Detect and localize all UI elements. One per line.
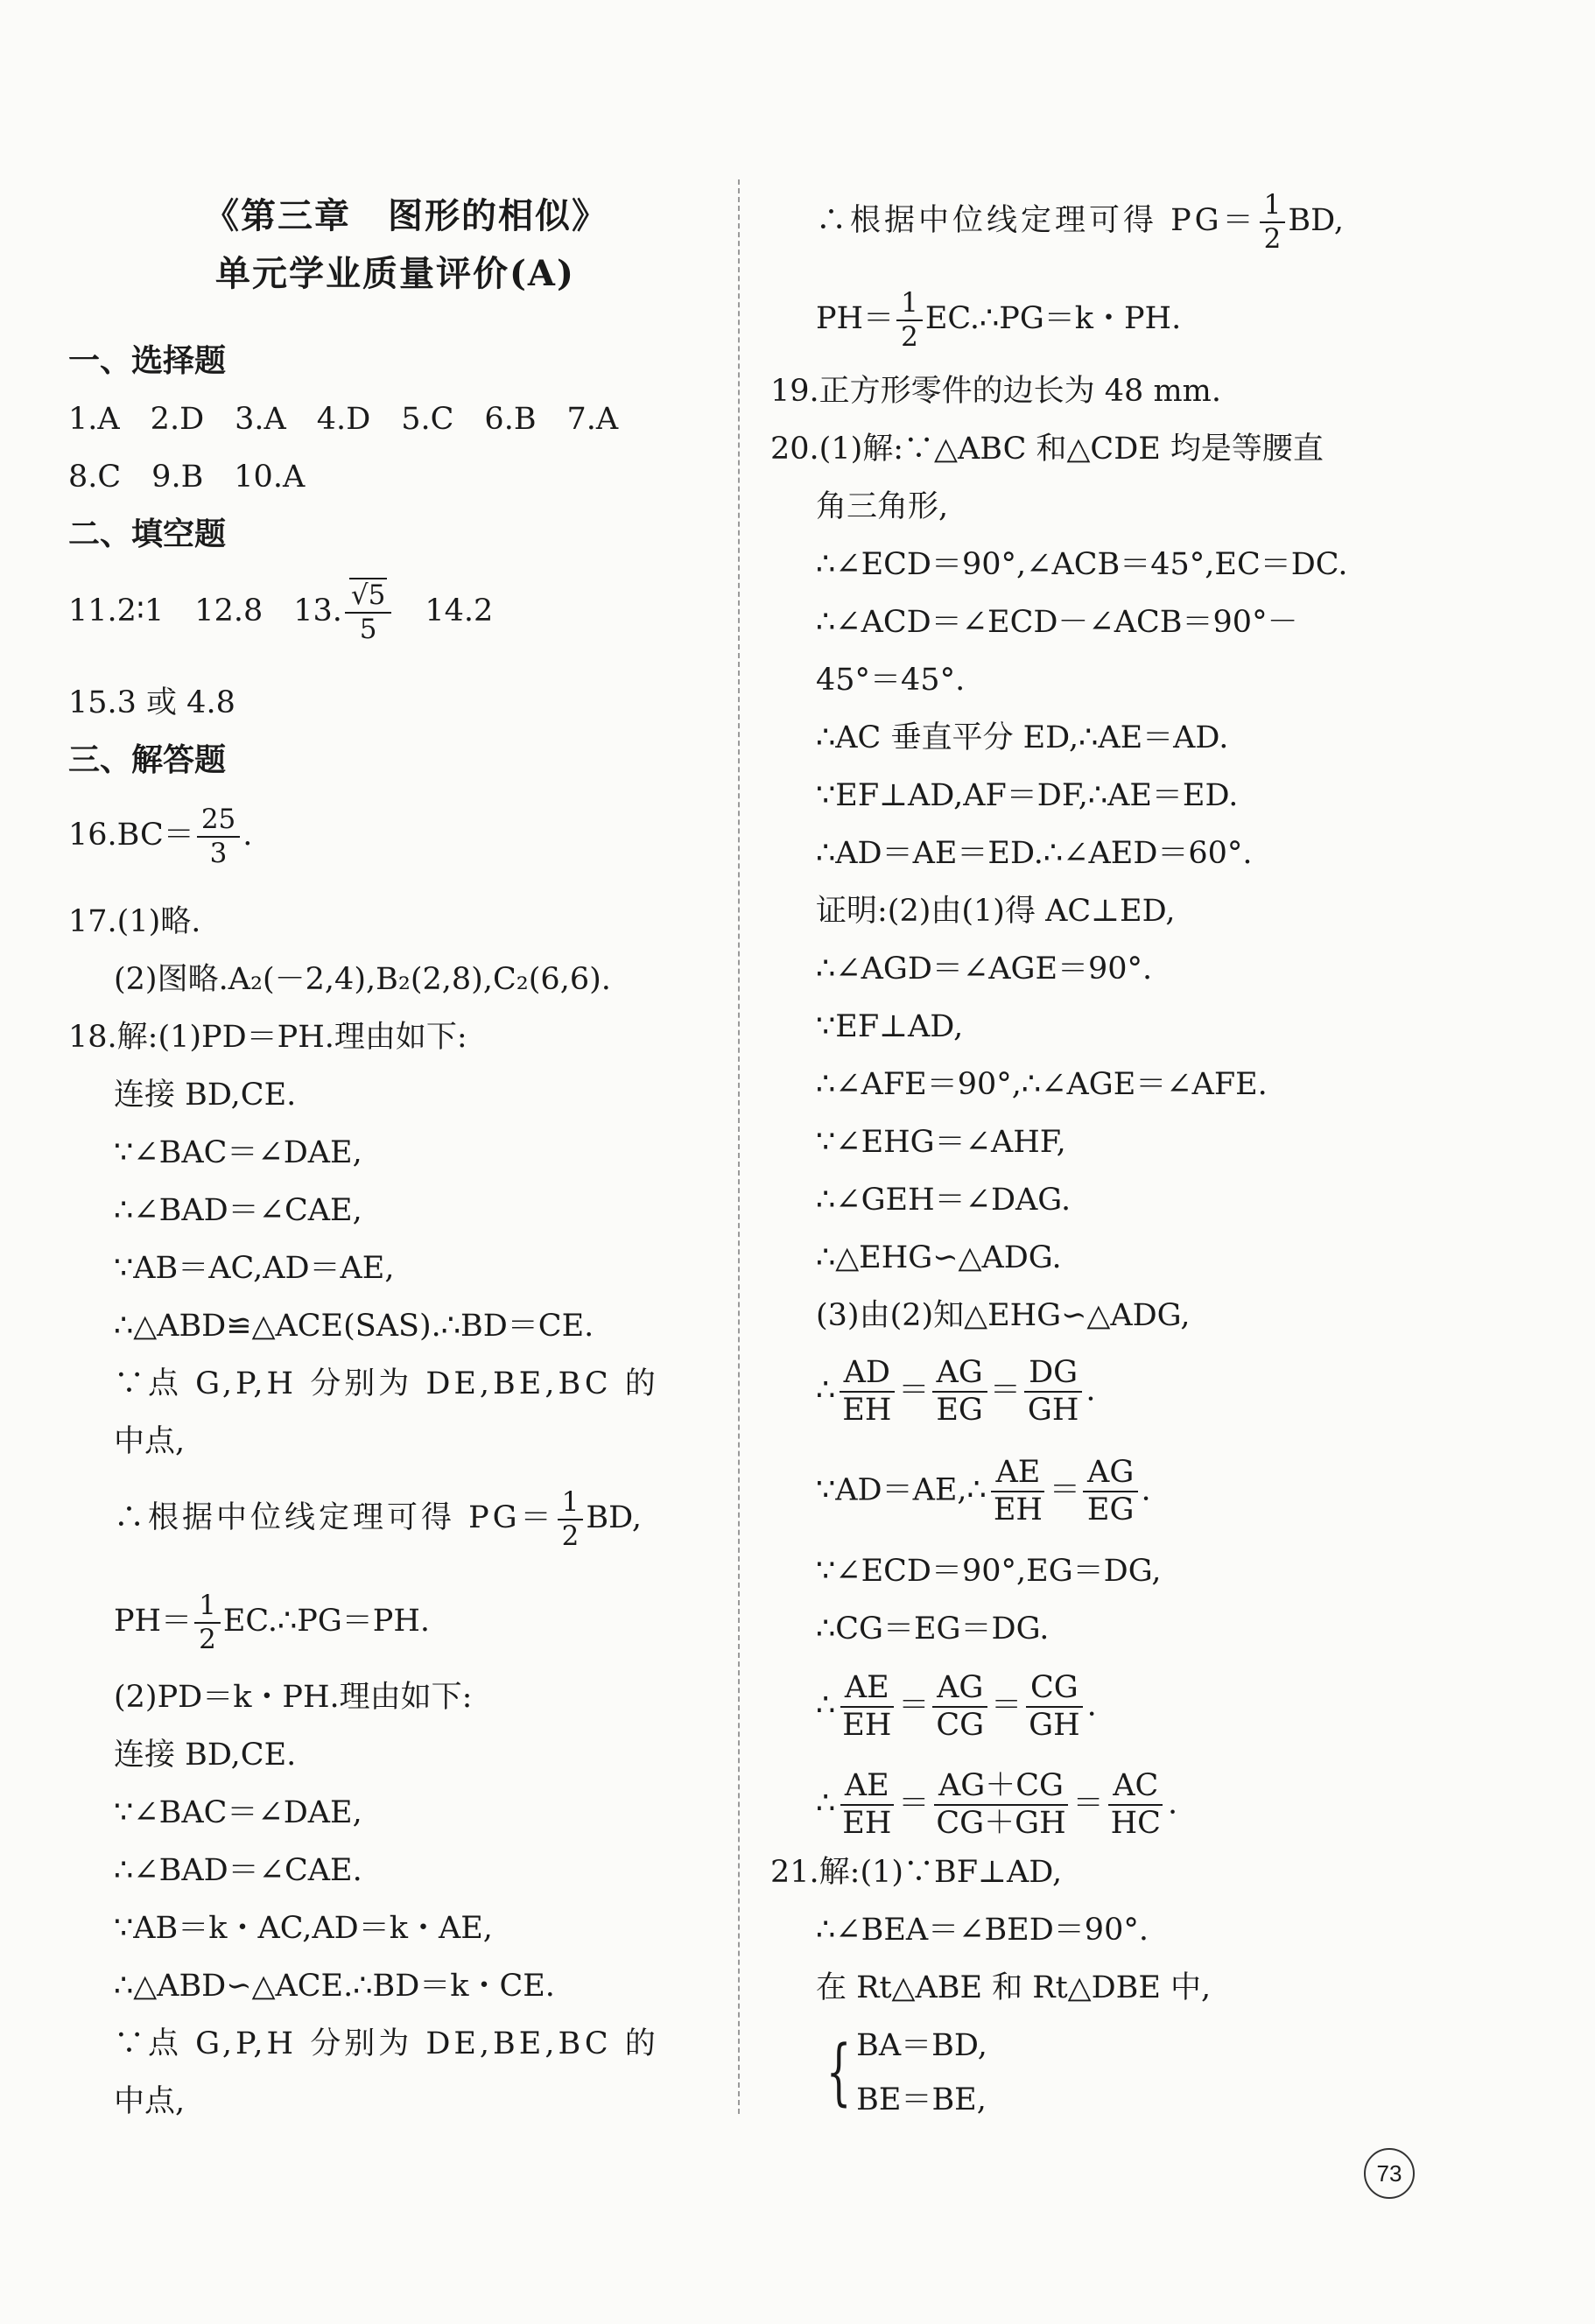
equals: ＝ [898, 1786, 930, 1822]
column-divider [738, 179, 740, 2114]
q21-line-5: BE＝BE, [856, 2082, 987, 2117]
fraction-numerator: √5 [350, 579, 386, 611]
fraction-numerator: AG＋CG [934, 1770, 1068, 1806]
fraction-denominator: 2 [199, 1623, 216, 1655]
fraction-denominator: GH [1027, 1392, 1079, 1428]
fill-text-b: 14.2 [394, 593, 494, 629]
equals: ＝ [898, 1688, 930, 1724]
r-line-2 [770, 289, 1181, 351]
fraction-denominator: EG [936, 1392, 983, 1428]
fraction-denominator: 3 [209, 837, 228, 869]
q20-line-6: ∴AC 垂直平分 ED,∴AE＝AD. [816, 720, 1229, 755]
r-line-1-end: BD, [1288, 203, 1345, 239]
fraction-denominator: CG [936, 1707, 985, 1743]
q20-line-3: ∴∠ECD＝90°,∠ACB＝45°,EC＝DC. [816, 547, 1348, 582]
equals: ＝ [1072, 1786, 1104, 1822]
q20-line-5: 45°＝45°. [816, 663, 966, 698]
q18-line-9-end: BD, [586, 1500, 643, 1536]
section-heading-fill: 二、填空题 [68, 516, 227, 552]
q17-line-2: (2)图略.A₂(－2,4),B₂(2,8),C₂(6,6). [114, 962, 611, 997]
q20-line-16: (3)由(2)知△EHG∽△ADG, [816, 1298, 1191, 1333]
q20-line-15: ∴△EHG∽△ADG. [816, 1240, 1062, 1275]
fraction [931, 1672, 988, 1742]
fraction-denominator: CG＋GH [936, 1805, 1066, 1841]
q20-line-7: ∵EF⊥AD,AF＝DF,∴AE＝ED. [816, 778, 1239, 813]
fraction-denominator: 2 [1263, 222, 1282, 255]
fill-answers-row-2: 15.3 或 4.8 [68, 685, 235, 720]
r-line-1-text: ∴根据中位线定理可得 PG＝ [816, 203, 1257, 239]
q18-line-6: ∴△ABD≌△ACE(SAS).∴BD＝CE. [114, 1309, 594, 1344]
q18-line-16: ∴△ABD∽△ACE.∴BD＝k・CE. [114, 1969, 555, 2004]
q21-line-2: ∴∠BEA＝∠BED＝90°. [816, 1913, 1149, 1948]
r-line-2-text: PH＝ [816, 301, 895, 337]
fraction-numerator: AC [1108, 1770, 1163, 1806]
fraction-denominator: 5 [359, 613, 377, 645]
fraction-denominator: EH [842, 1392, 892, 1428]
left-brace: { [826, 2031, 852, 2114]
equals: ＝ [991, 1688, 1022, 1724]
q20-fraction-line-3 [770, 1672, 1097, 1742]
fraction-numerator: 1 [558, 1488, 584, 1520]
chapter-subtitle: 单元学业质量评价(A) [215, 253, 575, 294]
fraction-numerator: AG [1083, 1457, 1138, 1492]
q20-line-8: ∴AD＝AE＝ED.∴∠AED＝60°. [816, 836, 1253, 871]
choice-answers-row-2: 8.C 9.B 10.A [68, 460, 306, 495]
q21-system [770, 2019, 987, 2127]
fraction-numerator: 1 [1260, 191, 1286, 223]
q18-line-17: ∵点 G,P,H 分别为 DE,BE,BC 的 [114, 2026, 659, 2061]
q18-line-14: ∴∠BAD＝∠CAE. [114, 1853, 362, 1888]
fraction-numerator: CG [1026, 1672, 1083, 1708]
q18-line-11: (2)PD＝k・PH.理由如下: [114, 1680, 473, 1715]
q18-line-18: 中点, [114, 2084, 186, 2119]
q18-line-9 [68, 1488, 642, 1550]
q16-end: . [242, 818, 253, 853]
end: . [1086, 1688, 1097, 1724]
fraction-numerator: AG [932, 1672, 987, 1708]
fraction-numerator: AE [840, 1672, 894, 1708]
q18-line-15: ∵AB＝k・AC,AD＝k・AE, [114, 1911, 493, 1946]
end: . [1086, 1373, 1096, 1408]
q18-line-9-text: ∴根据中位线定理可得 PG＝ [114, 1500, 555, 1536]
fraction-numerator: AG [932, 1357, 987, 1393]
equals: ＝ [898, 1373, 930, 1408]
equals: ＝ [989, 1373, 1021, 1408]
q18-line-12: 连接 BD,CE. [114, 1738, 297, 1773]
q18-line-8: 中点, [114, 1424, 186, 1459]
fraction [1083, 1457, 1139, 1527]
q20-fraction-line-2 [770, 1457, 1151, 1527]
fraction-denominator: 2 [561, 1520, 580, 1552]
fill-answers-row-1 [68, 581, 493, 643]
fraction [931, 1357, 987, 1427]
fraction [1260, 191, 1286, 253]
fraction [197, 805, 240, 867]
end: . [1141, 1472, 1151, 1508]
fraction-numerator: AE [840, 1770, 894, 1806]
q16 [68, 805, 252, 867]
fraction-denominator: EH [842, 1805, 892, 1841]
q20-line-13: ∵∠EHG＝∠AHF, [816, 1125, 1066, 1160]
r-line-2-end: EC.∴PG＝k・PH. [924, 301, 1182, 337]
section-heading-solve: 三、解答题 [68, 742, 227, 778]
q21-line-3: 在 Rt△ABE 和 Rt△DBE 中, [816, 1970, 1212, 2005]
fill-text-a: 11.2∶1 12.8 13. [68, 593, 342, 629]
fraction [345, 581, 391, 643]
q20-line-4: ∴∠ACD＝∠ECD－∠ACB＝90°－ [816, 605, 1298, 640]
q18-line-7: ∵点 G,P,H 分别为 DE,BE,BC 的 [114, 1366, 659, 1401]
q18-line-5: ∵AB＝AC,AD＝AE, [114, 1251, 395, 1286]
fraction [1024, 1672, 1084, 1742]
q18-line-10-end: EC.∴PG＝PH. [222, 1604, 430, 1639]
q20-line-11: ∵EF⊥AD, [816, 1009, 964, 1044]
q20-fraction-line-4 [770, 1770, 1177, 1840]
q18-line-10 [68, 1591, 430, 1653]
choice-answers-row-1: 1.A 2.D 3.A 4.D 5.C 6.B 7.A [68, 402, 619, 437]
q21-line-1: 21.解:(1)∵BF⊥AD, [770, 1855, 1063, 1890]
fraction-denominator: HC [1110, 1805, 1161, 1841]
fraction-denominator: 2 [901, 320, 918, 353]
q20-line-18: ∴CG＝EG＝DG. [816, 1611, 1050, 1646]
fraction [931, 1770, 1070, 1840]
q18-line-10-text: PH＝ [114, 1604, 193, 1639]
q20-line-12: ∴∠AFE＝90°,∴∠AGE＝∠AFE. [816, 1067, 1268, 1102]
fraction [1107, 1770, 1165, 1840]
lead: ∵AD＝AE,∴ [816, 1472, 987, 1508]
page-number: 73 [1364, 2148, 1415, 2199]
q18-line-4: ∴∠BAD＝∠CAE, [114, 1193, 362, 1228]
fraction [1023, 1357, 1083, 1427]
fraction [838, 1672, 896, 1742]
fraction-numerator: AE [991, 1457, 1044, 1492]
fraction-denominator: EH [842, 1707, 892, 1743]
fraction-numerator: 25 [197, 805, 240, 838]
q18-line-3: ∵∠BAC＝∠DAE, [114, 1135, 362, 1170]
chapter-title: 《第三章 图形的相似》 [204, 195, 608, 236]
q21-line-4: BA＝BD, [856, 2028, 987, 2063]
q18-line-1: 18.解:(1)PD＝PH.理由如下: [68, 1020, 467, 1055]
q18-line-2: 连接 BD,CE. [114, 1078, 297, 1113]
fraction [989, 1457, 1047, 1527]
fraction-numerator: AD [840, 1357, 895, 1393]
fraction-numerator: DG [1024, 1357, 1082, 1393]
fraction-denominator: EG [1086, 1492, 1135, 1527]
q20-line-1: 20.(1)解:∵△ABC 和△CDE 均是等腰直 [770, 432, 1324, 467]
q20-line-9: 证明:(2)由(1)得 AC⊥ED, [816, 894, 1176, 929]
fraction-numerator: 1 [896, 289, 923, 321]
lead: ∴ [816, 1688, 836, 1724]
q20-line-14: ∴∠GEH＝∠DAG. [816, 1183, 1072, 1218]
q20-fraction-line-1 [770, 1357, 1096, 1427]
q16-text: 16.BC＝ [68, 818, 194, 853]
q20-line-10: ∴∠AGD＝∠AGE＝90°. [816, 951, 1153, 986]
fraction [558, 1488, 584, 1550]
fraction-denominator: EH [993, 1492, 1043, 1527]
fraction [896, 289, 923, 351]
end: . [1167, 1786, 1178, 1822]
fraction [838, 1770, 896, 1840]
fraction [838, 1357, 896, 1427]
fraction [194, 1591, 221, 1653]
q18-line-13: ∵∠BAC＝∠DAE, [114, 1795, 362, 1830]
fraction-denominator: GH [1029, 1707, 1080, 1743]
lead: ∴ [816, 1786, 836, 1822]
q17-line-1: 17.(1)略. [68, 904, 201, 939]
r-line-1 [770, 191, 1344, 253]
fraction-numerator: 1 [194, 1591, 221, 1624]
equals: ＝ [1049, 1472, 1080, 1508]
q20-line-2: 角三角形, [816, 489, 949, 524]
lead: ∴ [816, 1373, 836, 1408]
q19: 19.正方形零件的边长为 48 mm. [770, 374, 1221, 409]
section-heading-choice: 一、选择题 [68, 343, 227, 379]
q20-line-17: ∵∠ECD＝90°,EG＝DG, [816, 1554, 1162, 1589]
